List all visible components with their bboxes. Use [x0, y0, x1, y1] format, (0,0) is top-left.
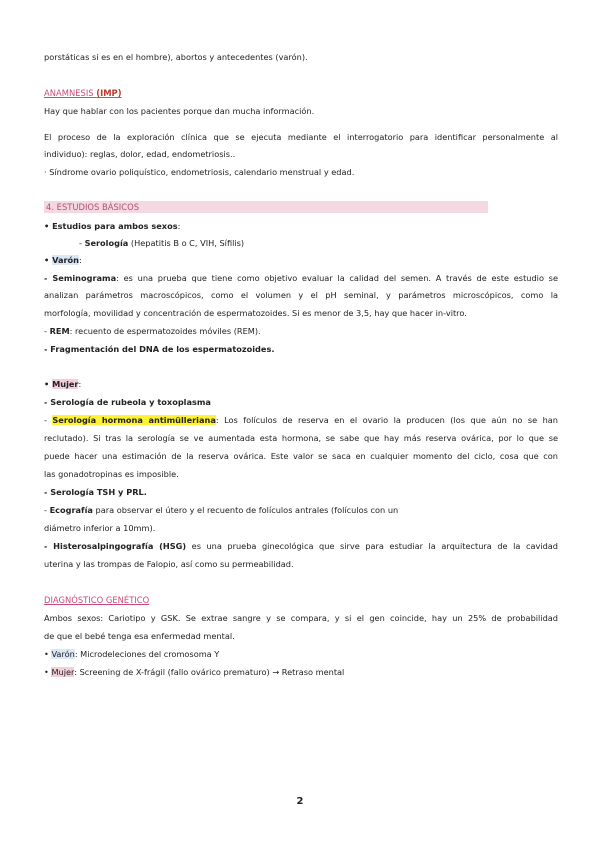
paragraph-line: · Síndrome ovario poliquístico, endometriosis, calendario menstrual y edad.	[44, 167, 355, 177]
anamnesis-title: ANAMNESIS	[44, 88, 94, 98]
dash: -	[44, 505, 50, 515]
paragraph-line: diámetro inferior a 10mm).	[44, 523, 156, 533]
paragraph-line: uterina y las trompas de Falopio, así como su permeabilidad.	[44, 559, 294, 569]
paragraph-line	[44, 542, 558, 550]
mujer-end-text: Retraso mental	[279, 667, 345, 677]
bullet: •	[44, 667, 52, 677]
arrow-right-icon: →	[272, 667, 280, 677]
genetico-heading: DIAGNÓSTICO GENÉTICO	[44, 595, 150, 605]
paragraph-line: El proceso de la exploración clínica que se ejecuta mediante el interrogatorio para identificar personalmente al	[44, 132, 558, 142]
serologia-label: Serología	[84, 238, 129, 248]
list-item	[44, 650, 219, 658]
varon-label: Varón	[51, 649, 75, 659]
list-item	[44, 256, 82, 264]
bullet: •	[44, 255, 53, 265]
paragraph-line: puede hacer una estimación de la reserva ovárica. Este valor se saca en cualquier momento del ciclo, cosa que con	[44, 451, 558, 461]
paragraph-line: analizan parámetros macroscópicos, como el volumen y el pH seminal, y parámetros microscópicos, como la	[44, 290, 558, 300]
serologia-text: (Hepatitis B o C, VIH, Sífilis)	[128, 238, 245, 248]
bullet: •	[44, 379, 53, 389]
paragraph-line: de que el bebé tenga esa enfermedad mental.	[44, 631, 235, 641]
mujer-label: Mujer	[52, 379, 79, 389]
paragraph-line: reclutado). Si tras la serología se ve aumentada esta hormona, se sabe que hay más reserva ovárica, por lo que se	[44, 433, 558, 443]
hsg-text: es una prueba ginecológica que sirve para estudiar la arquitectura de la cavidad	[186, 541, 558, 551]
punct: :	[78, 379, 82, 389]
ambos-label: • Estudios para ambos sexos	[44, 221, 178, 231]
paragraph-line	[44, 416, 558, 424]
list-item	[79, 239, 244, 247]
list-item	[44, 506, 398, 514]
list-item: - Serología TSH y PRL.	[44, 487, 147, 497]
list-item	[44, 327, 261, 335]
dash: -	[44, 326, 50, 336]
list-item	[44, 380, 81, 388]
imp-label: (IMP)	[96, 88, 122, 98]
paragraph-line: morfología, movilidad y concentración de espermatozoides. Si es menor de 3,5, hay que hacer in-vitro.	[44, 308, 467, 318]
mujer-text: : Screening de X-frágil (fallo ovárico prematuro)	[74, 667, 273, 677]
punct: :	[177, 221, 181, 231]
list-item	[44, 668, 344, 676]
list-item	[44, 222, 180, 230]
rem-label: REM	[49, 326, 70, 336]
paragraph-line: individuo): reglas, dolor, edad, endometriosis..	[44, 149, 236, 159]
text-line: porstáticas si es en el hombre), abortos y antecedentes (varón).	[44, 52, 308, 62]
ecografia-text: para observar el útero y el recuento de folículos antrales (folículos con un	[92, 505, 399, 515]
seminograma-text: : es una prueba que tiene como objetivo evaluar la calidad del semen. A través de este estudio se	[116, 273, 558, 283]
anamnesis-heading	[44, 89, 122, 97]
dash: -	[79, 238, 85, 248]
paragraph-line	[44, 274, 558, 282]
punct: :	[79, 255, 82, 265]
document-page	[44, 0, 558, 848]
hormona-label: Serología hormona antimülleriana	[52, 415, 216, 425]
dash: -	[44, 415, 53, 425]
list-item: - Serología de rubeola y toxoplasma	[44, 397, 211, 407]
rem-text: : recuento de espermatozoides móviles (REM).	[69, 326, 261, 336]
varon-label: Varón	[52, 255, 79, 265]
paragraph-line: Hay que hablar con los pacientes porque dan mucha información.	[44, 106, 315, 116]
bullet: •	[44, 649, 52, 659]
varon-text: : Microdeleciones del cromosoma Y	[74, 649, 220, 659]
ecografia-label: Ecografía	[49, 505, 93, 515]
paragraph-line: Ambos sexos: Cariotipo y GSK. Se extrae sangre y se compara, y si el gen coincide, hay un 25% de probabilidad	[44, 613, 558, 623]
mujer-label: Mujer	[51, 667, 75, 677]
page-number: 2	[296, 796, 304, 807]
section-heading: 4. ESTUDIOS BÁSICOS	[44, 201, 488, 213]
paragraph-line: las gonadotropinas es imposible.	[44, 469, 179, 479]
hormona-text: : Los folículos de reserva en el ovario la producen (los que aún no se han	[215, 415, 558, 425]
list-item: - Fragmentación del DNA de los espermatozoides.	[44, 344, 275, 354]
seminograma-label: - Seminograma	[44, 273, 117, 283]
hsg-label: - Histerosalpingografía (HSG)	[44, 541, 187, 551]
